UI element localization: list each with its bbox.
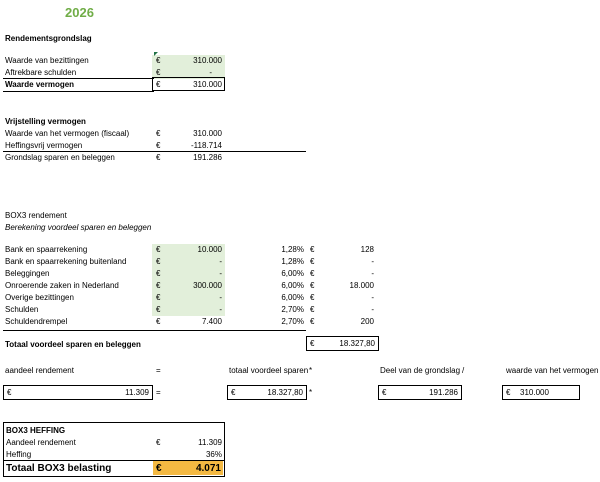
box3-row-result: 200 [360,317,374,326]
box3-row-cur: € [156,317,161,326]
vrijstelling-row-label: Heffingsvrij vermogen [5,141,83,150]
box3-row-pct: 2,70% [281,317,304,326]
box3-row-label: Bank en spaarrekening [5,245,88,254]
box3-row-amount[interactable]: - [219,305,222,314]
box3-row-result: 18.000 [349,281,374,290]
box3-row-pct: 6,00% [281,281,304,290]
box3-row-cur2: € [310,317,315,326]
box3-row-cur: € [156,257,161,266]
formula-header-totaal: totaal voordeel sparen [229,366,309,375]
box3-row-amount[interactable]: 10.000 [197,245,222,254]
box3-row-cur2: € [310,293,315,302]
vrijstelling-row-value: -118.714 [191,141,222,150]
box3-row-result: - [371,305,374,314]
totaal-box3-value: 4.071 [195,463,221,474]
box3-row-amount[interactable]: 7.400 [201,317,222,326]
box3-row-result: - [371,257,374,266]
grondslag-row-label: Aftrekbare schulden [5,68,77,77]
formula-value-deel: 191.286 [429,388,458,397]
box3-row-cur2: € [310,281,315,290]
box3-title: BOX3 rendement [5,211,67,220]
box3-row-amount[interactable]: 300.000 [193,281,222,290]
box3-row-amount[interactable]: - [219,257,222,266]
box3-row-amount[interactable]: - [219,293,222,302]
vrijstelling-row-label: Waarde van het vermogen (fiscaal) [5,129,130,138]
box3-subtitle: Berekening voordeel sparen en beleggen [5,223,152,232]
heffing-row-label: Heffing [6,450,32,459]
grondslag-row-value[interactable]: 310.000 [193,56,222,65]
formula-cur: € [231,388,236,397]
box3-row-cur: € [156,293,161,302]
box3-row-amount[interactable]: - [219,269,222,278]
box3-row-cur2: € [310,257,315,266]
box3-row-label: Overige bezittingen [5,293,74,302]
divider [3,330,306,331]
heffing-row-label: Aandeel rendement [6,438,76,447]
formula-value-waarde: 310.000 [520,388,549,397]
heffing-row-value: 36% [205,450,222,459]
box3-row-label: Bank en spaarrekening buitenland [5,257,127,266]
totaal-voordeel-label: Totaal voordeel sparen en beleggen [5,340,141,349]
box3-row-pct: 2,70% [281,305,304,314]
formula-op-equals: = [156,366,161,375]
box3-row-cur2: € [310,305,315,314]
totaal-voordeel-value: 18.327,80 [339,339,375,348]
formula-cur: € [7,388,12,397]
box3-row-label: Beleggingen [5,269,50,278]
totaal-voordeel-cur: € [310,339,315,348]
formula-cur: € [382,388,387,397]
formula-op-equals: = [156,388,161,397]
box3-row-pct: 6,00% [281,293,304,302]
heffing-title: BOX3 HEFFING [6,426,66,435]
box3-row-cur2: € [310,245,315,254]
box3-row-label: Schuldendrempel [5,317,68,326]
vrijstelling-row-cur: € [156,153,161,162]
box3-row-pct: 6,00% [281,269,304,278]
waarde-vermogen-label: Waarde vermogen [5,80,75,89]
formula-header-deel: Deel van de grondslag [380,366,461,375]
waarde-vermogen-value: 310.000 [193,80,222,89]
grondslag-row-label: Waarde van bezittingen [5,56,89,65]
formula-cur: € [506,388,511,397]
vrijstelling-row-cur: € [156,141,161,150]
box3-row-pct: 1,28% [281,245,304,254]
box3-row-label: Schulden [5,305,39,314]
grondslag-row-cur: € [156,68,161,77]
grondslag-title: Rendementsgrondslag [5,34,92,43]
heffing-row-cur: € [156,438,161,447]
heffing-row-value: 11.309 [198,438,222,447]
box3-row-result: 128 [360,245,374,254]
box3-row-cur: € [156,281,161,290]
totaal-box3-label: Totaal BOX3 belasting [6,463,112,474]
formula-header-waarde: waarde van het vermogen [506,366,599,375]
vrijstelling-row-cur: € [156,129,161,138]
box3-row-cur2: € [310,269,315,278]
grondslag-row-cur: € [156,56,161,65]
box3-row-cur: € [156,305,161,314]
divider [3,91,154,92]
waarde-vermogen-cur: € [156,80,161,89]
box3-row-result: - [371,293,374,302]
box3-row-pct: 1,28% [281,257,304,266]
formula-header-aandeel: aandeel rendement [5,366,74,375]
vrijstelling-row-value: 191.286 [193,153,222,162]
vrijstelling-row-label: Grondslag sparen en beleggen [5,153,115,162]
vrijstelling-title: Vrijstelling vermogen [5,117,86,126]
formula-op-divide: / [462,366,465,375]
box3-row-cur: € [156,269,161,278]
box3-row-label: Onroerende zaken in Nederland [5,281,119,290]
box3-row-result: - [371,269,374,278]
year-title: 2026 [65,5,94,20]
formula-value-totaal: 18.327,80 [267,388,303,397]
totaal-box3-cur: € [156,463,162,474]
formula-op-multiply: * [309,388,313,397]
grondslag-row-value[interactable]: - [209,68,212,77]
formula-op-multiply: * [309,366,313,375]
box3-row-cur: € [156,245,161,254]
formula-value-aandeel: 11.309 [125,388,149,397]
vrijstelling-row-value: 310.000 [193,129,222,138]
